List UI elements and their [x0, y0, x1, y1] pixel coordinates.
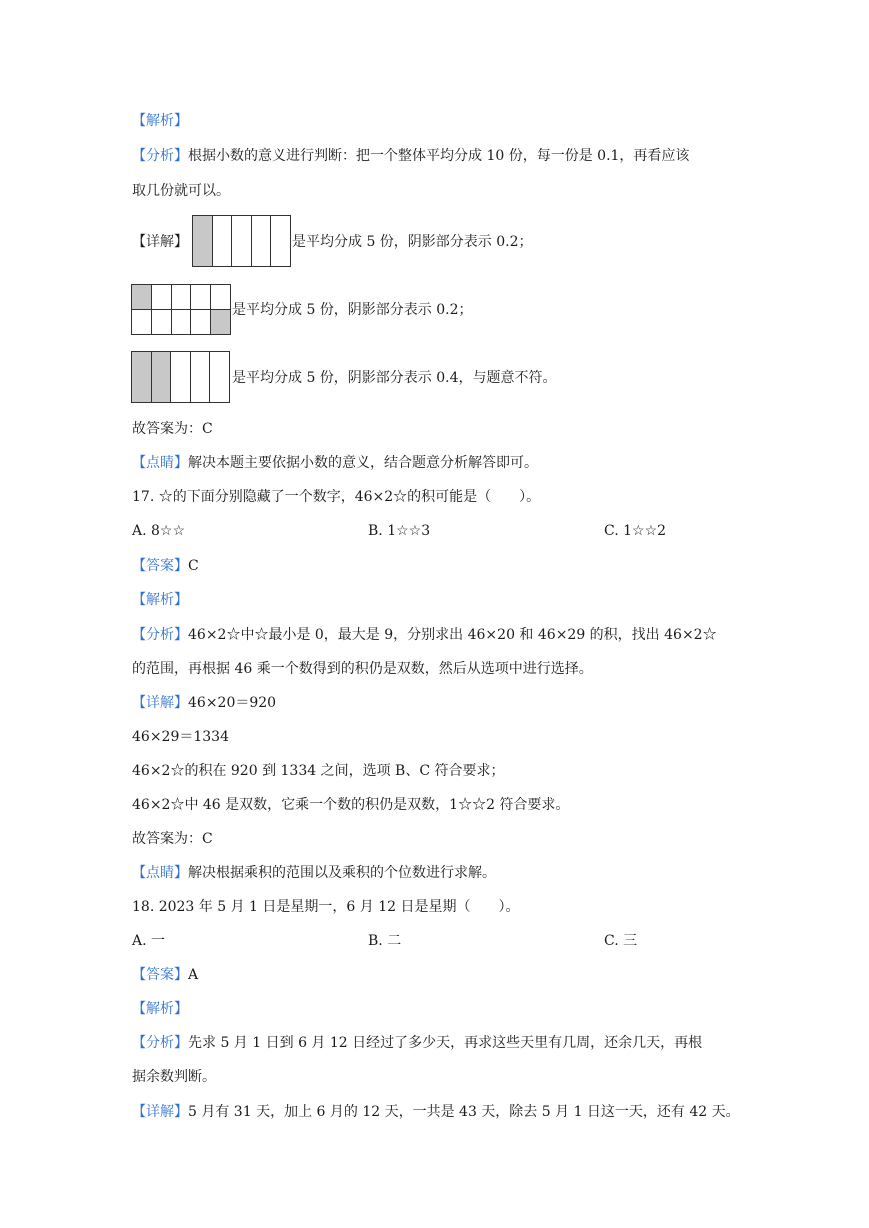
answer-17: [132, 556, 199, 576]
xiangjie-label: 【详解】: [132, 695, 188, 711]
answer-line-16: 故答案为：C: [132, 421, 213, 437]
figure-cell: [232, 216, 252, 267]
dianjing-16: [132, 453, 538, 473]
q17-option-b: B. 1☆☆3: [368, 523, 431, 539]
figure-cell: [151, 310, 171, 335]
q17-option-a: A. 8☆☆: [132, 523, 186, 539]
fraction-figure-1: [192, 215, 291, 267]
xiangjie-label: 【详解】: [132, 1104, 188, 1120]
xiangjie-17-line1: [132, 693, 276, 713]
dianjing-label: 【点睛】: [132, 455, 188, 471]
figure-cell: [251, 216, 271, 267]
xiangjie-text: 5 月有 31 天，加上 6 月的 12 天，一共是 43 天，除去 5 月 1 日这一天，还有 42 天。: [188, 1104, 740, 1120]
q17-option-c: C. 1☆☆2: [604, 523, 667, 539]
figure-cell-shaded: [151, 352, 171, 403]
q18-option-c: C. 三: [604, 933, 638, 949]
answer-label: 【答案】: [132, 967, 188, 983]
fenxi-label: 【分析】: [132, 627, 188, 643]
xiangjie-17-line2: 46×29＝1334: [132, 729, 229, 745]
figure-cell: [211, 285, 231, 310]
answer-line-17: 故答案为：C: [132, 831, 213, 847]
figure-cell: [191, 310, 211, 335]
question-17-stem: 17. ☆的下面分别隐藏了一个数字，46×2☆的积可能是（ ）。: [132, 489, 541, 505]
figure-cell: [151, 285, 171, 310]
dianjing-text: 解决本题主要依据小数的意义，结合题意分析解答即可。: [188, 455, 538, 471]
xiangjie-text: 46×20＝920: [188, 695, 277, 711]
fenxi-18-line1: [132, 1033, 702, 1053]
dianjing-17: [132, 863, 496, 883]
figure-1-caption: 是平均分成 5 份，阴影部分表示 0.2；: [292, 234, 533, 250]
jiexi-label-17: 【解析】: [132, 592, 188, 608]
figure-3-caption: 是平均分成 5 份，阴影部分表示 0.4，与题意不符。: [232, 370, 557, 386]
answer-18: [132, 965, 198, 985]
xiangjie-label-16: 【详解】: [132, 234, 188, 250]
figure-cell-shaded: [211, 310, 231, 335]
fenxi-label: 【分析】: [132, 148, 188, 164]
figure-cell: [210, 352, 230, 403]
figure-cell: [171, 310, 191, 335]
xiangjie-17-line4: 46×2☆中 46 是双数，它乘一个数的积仍是双数，1☆☆2 符合要求。: [132, 797, 570, 813]
fenxi-text: 根据小数的意义进行判断：把一个整体平均分成 10 份，每一份是 0.1，再看应该: [188, 148, 690, 164]
jiexi-label-18: 【解析】: [132, 1001, 188, 1017]
fenxi-17-line2: 的范围，再根据 46 乘一个数得到的积仍是双数，然后从选项中进行选择。: [132, 661, 593, 677]
q18-option-a: A. 一: [132, 933, 166, 949]
dianjing-label: 【点睛】: [132, 865, 188, 881]
answer-label: 【答案】: [132, 558, 188, 574]
figure-cell-shaded: [132, 352, 152, 403]
fraction-figure-2: [131, 284, 231, 335]
dianjing-text: 解决根据乘积的范围以及乘积的个位数进行求解。: [188, 865, 496, 881]
fenxi-text: 46×2☆中☆最小是 0，最大是 9，分别求出 46×20 和 46×29 的积，找出 46×2☆: [188, 627, 717, 643]
figure-cell: [271, 216, 291, 267]
fenxi-label: 【分析】: [132, 1035, 188, 1051]
fenxi-16-line2: 取几份就可以。: [132, 183, 230, 199]
xiangjie-18-line1: [132, 1102, 740, 1122]
figure-cell: [190, 352, 210, 403]
figure-cell-shaded: [193, 216, 213, 267]
figure-cell: [212, 216, 232, 267]
fenxi-17-line1: [132, 625, 717, 645]
figure-cell-shaded: [132, 285, 152, 310]
answer-value: C: [188, 558, 199, 574]
jiexi-label-16: 【解析】: [132, 113, 188, 129]
figure-cell: [171, 285, 191, 310]
figure-2-caption: 是平均分成 5 份，阴影部分表示 0.2；: [232, 302, 473, 318]
figure-cell: [191, 285, 211, 310]
fraction-figure-3: [131, 351, 230, 403]
fenxi-16-line1: [132, 146, 689, 166]
fenxi-18-line2: 据余数判断。: [132, 1069, 216, 1085]
xiangjie-17-line3: 46×2☆的积在 920 到 1334 之间，选项 B、C 符合要求；: [132, 763, 505, 779]
question-18-stem: 18. 2023 年 5 月 1 日是星期一，6 月 12 日是星期（ ）。: [132, 899, 520, 915]
fenxi-text: 先求 5 月 1 日到 6 月 12 日经过了多少天，再求这些天里有几周，还余几天，再根: [188, 1035, 703, 1051]
figure-cell: [171, 352, 191, 403]
q18-option-b: B. 二: [368, 933, 402, 949]
answer-value: A: [188, 967, 199, 983]
figure-cell: [132, 310, 152, 335]
